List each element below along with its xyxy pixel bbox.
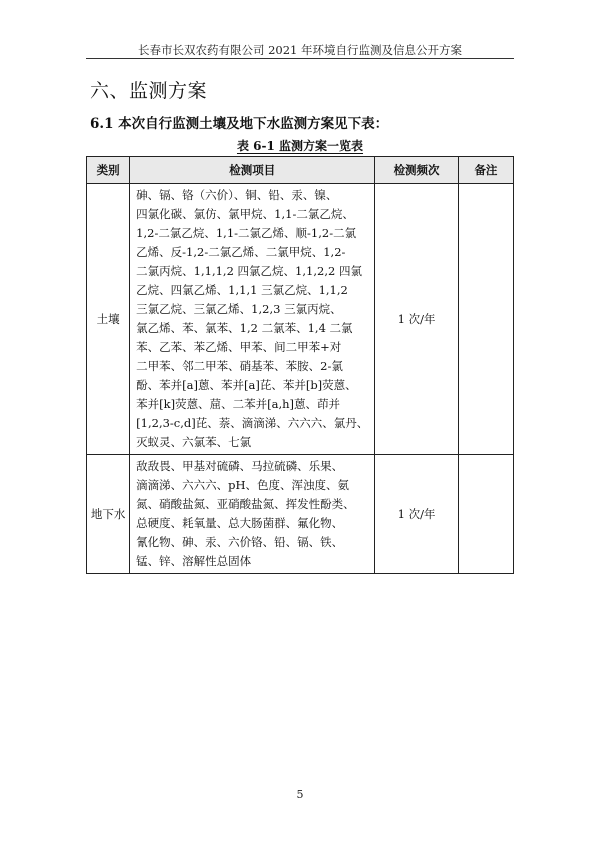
table-caption-text: 表 6-1 监测方案一览表 — [236, 139, 364, 153]
frequency-cell: 1 次/年 — [375, 455, 459, 574]
header-rule — [86, 58, 514, 59]
monitoring-plan-table — [86, 156, 514, 574]
table-row-groundwater — [87, 455, 514, 574]
item-line: 苯、乙苯、苯乙烯、甲苯、间二甲苯+对 — [136, 340, 342, 354]
item-line: [1,2,3-c,d]芘、萘、滴滴涕、六六六、氯丹、 — [136, 416, 369, 430]
running-header: 长春市长双农药有限公司 2021 年环境自行监测及信息公开方案 — [137, 43, 463, 57]
item-line: 氯乙烯、苯、氯苯、1,2 二氯苯、1,4 二氯 — [136, 321, 353, 335]
column-header-category: 类别 — [87, 157, 130, 184]
item-line: 乙烷、四氯乙烯、1,1,1 三氯乙烷、1,1,2 — [136, 283, 348, 297]
column-header-items: 检测项目 — [130, 157, 375, 184]
table-row-soil — [87, 184, 514, 455]
item-line: 氮、硝酸盐氮、亚硝酸盐氮、挥发性酚类、 — [136, 497, 355, 511]
column-header-note: 备注 — [458, 157, 513, 184]
item-line: 锰、锌、溶解性总固体 — [136, 554, 252, 568]
item-line: 砷、镉、铬（六价）、铜、铅、汞、镍、 — [136, 188, 338, 202]
item-line: 滴滴涕、六六六、pH、色度、浑浊度、氨 — [136, 478, 350, 492]
table-header-row — [87, 157, 514, 184]
item-line: 二甲苯、邻二甲苯、硝基苯、苯胺、2-氯 — [136, 359, 343, 373]
page-number: 5 — [296, 788, 304, 801]
section-heading: 6.1 本次自行监测土壤及地下水监测方案见下表： — [90, 116, 389, 132]
items-cell — [130, 184, 375, 455]
note-cell — [458, 184, 513, 455]
category-cell: 土壤 — [87, 184, 130, 455]
item-line: 乙烯、反-1,2-二氯乙烯、二氯甲烷、1,2- — [136, 245, 346, 259]
item-line: 三氯乙烷、三氯乙烯、1,2,3 三氯丙烷、 — [136, 302, 342, 316]
item-line: 四氯化碳、氯仿、氯甲烷、1,1-二氯乙烷、 — [136, 207, 354, 221]
item-line: 氰化物、砷、汞、六价铬、铅、镉、铁、 — [136, 535, 344, 549]
item-line: 灭蚁灵、六氯苯、七氯 — [136, 435, 252, 449]
item-line: 1,2-二氯乙烷、1,1-二氯乙烯、顺-1,2-二氯 — [136, 226, 357, 240]
category-cell: 地下水 — [87, 455, 130, 574]
item-line: 总硬度、耗氧量、总大肠菌群、氟化物、 — [136, 516, 344, 530]
column-header-frequency: 检测频次 — [375, 157, 459, 184]
item-line: 敌敌畏、甲基对硫磷、马拉硫磷、乐果、 — [136, 459, 344, 473]
note-cell — [458, 455, 513, 574]
frequency-cell: 1 次/年 — [375, 184, 459, 455]
item-line: 二氯丙烷、1,1,1,2 四氯乙烷、1,1,2,2 四氯 — [136, 264, 362, 278]
item-line: 酚、苯并[a]蒽、苯并[a]芘、苯并[b]荧蒽、 — [136, 378, 357, 392]
items-cell — [130, 455, 375, 574]
table-caption — [86, 137, 514, 154]
chapter-title: 六、监测方案 — [90, 80, 208, 102]
item-line: 苯并[k]荧蒽、䓛、二苯并[a,h]蒽、茚并 — [136, 397, 341, 411]
